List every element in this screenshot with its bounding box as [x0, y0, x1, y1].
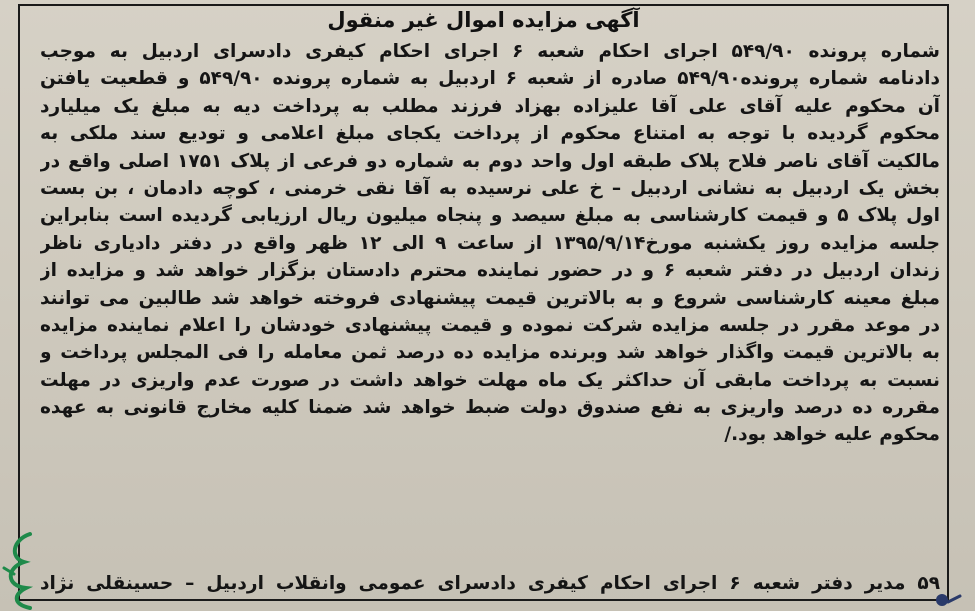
body-line-12: به بالاترین قیمت واگذار خواهد شد وبرنده مزایده ده درصد ثمن معامله را فی المجلس پرداخت و — [40, 342, 940, 364]
body-line-2: دادنامه شماره پرونده۵۴۹/۹۰ صادره از شعبه ۶ اردبیل به شماره پرونده ۵۴۹/۹۰ و قطعیت یافتن — [40, 68, 940, 90]
body-line-3: آن محکوم علیه آقای علی آقا علیزاده بهزاد فرزند مطلب به پرداخت دیه به مبلغ یک میلیارد — [40, 95, 940, 117]
body-line-6: بخش یک اردبیل به نشانی اردبیل – خ علی نرسیده به آقا نقی خرمنی ، کوچه دادمان ، بن بست — [40, 177, 940, 199]
body-line-14: مقرره ده درصد واریزی به نفع صندوق دولت ضبط خواهد شد ضمنا کلیه مخارج قانونی به عهده — [40, 397, 940, 419]
body-line-4: محکوم گردیده با توجه به امتناع محکوم از پرداخت یکجای مبلغ اعلامی و تودیع سند ملکی به — [40, 123, 940, 145]
body-line-9: زندان اردبیل در دفتر شعبه ۶ و در حضور نماینده محترم دادستان بزگزار خواهد شد و مزایده از — [40, 260, 940, 282]
body-line-13: نسبت به پرداخت مابقی آن حداکثر یک ماه مهلت خواهد داشت در صورت عدم واریزی در مهلت — [40, 369, 940, 391]
body-line-11: در موعد مقرر در جلسه مزایده شرکت نموده و قیمت پیشنهادی خودشان را اعلام نماینده مزایده — [40, 314, 940, 336]
body-line-15: محکوم علیه خواهد بود./ — [724, 424, 940, 446]
body-line-10: مبلغ معینه کارشناسی شروع و به بالاترین قیمت پیشنهادی فروخته خواهد شد طالبین می توانند — [40, 287, 940, 309]
corner-stamp-mark — [930, 588, 970, 610]
body-line-1: شماره پرونده ۵۴۹/۹۰ اجرای احکام شعبه ۶ اجرای احکام کیفری دادسرای اردبیل به موجب — [40, 41, 940, 62]
body-line-7: اول پلاک ۵ و قیمت کارشناسی به مبلغ سیصد و پنجاه میلیون ریال ارزیابی گردیده است بنابراین — [40, 205, 940, 227]
handwritten-mark — [0, 528, 40, 611]
notice-signature-line: ۵۹ مدیر دفتر شعبه ۶ اجرای احکام کیفری دادسرای عمومی وانقلاب اردبیل – حسینقلی نژاد — [40, 573, 940, 594]
notice-body — [40, 38, 940, 449]
body-line-5: مالکیت آقای ناصر فلاح پلاک طبقه اول واحد دوم به شماره دو فرعی از پلاک ۱۷۵۱ اصلی واقع در — [40, 150, 940, 172]
body-line-8: جلسه مزایده روز یکشنبه مورخ۱۳۹۵/۹/۱۴ از ساعت ۹ الی ۱۲ ظهر واقع در دفتر دادیاری ناظر — [40, 232, 940, 254]
notice-title: آگهی مزایده اموال غیر منقول — [327, 8, 640, 32]
